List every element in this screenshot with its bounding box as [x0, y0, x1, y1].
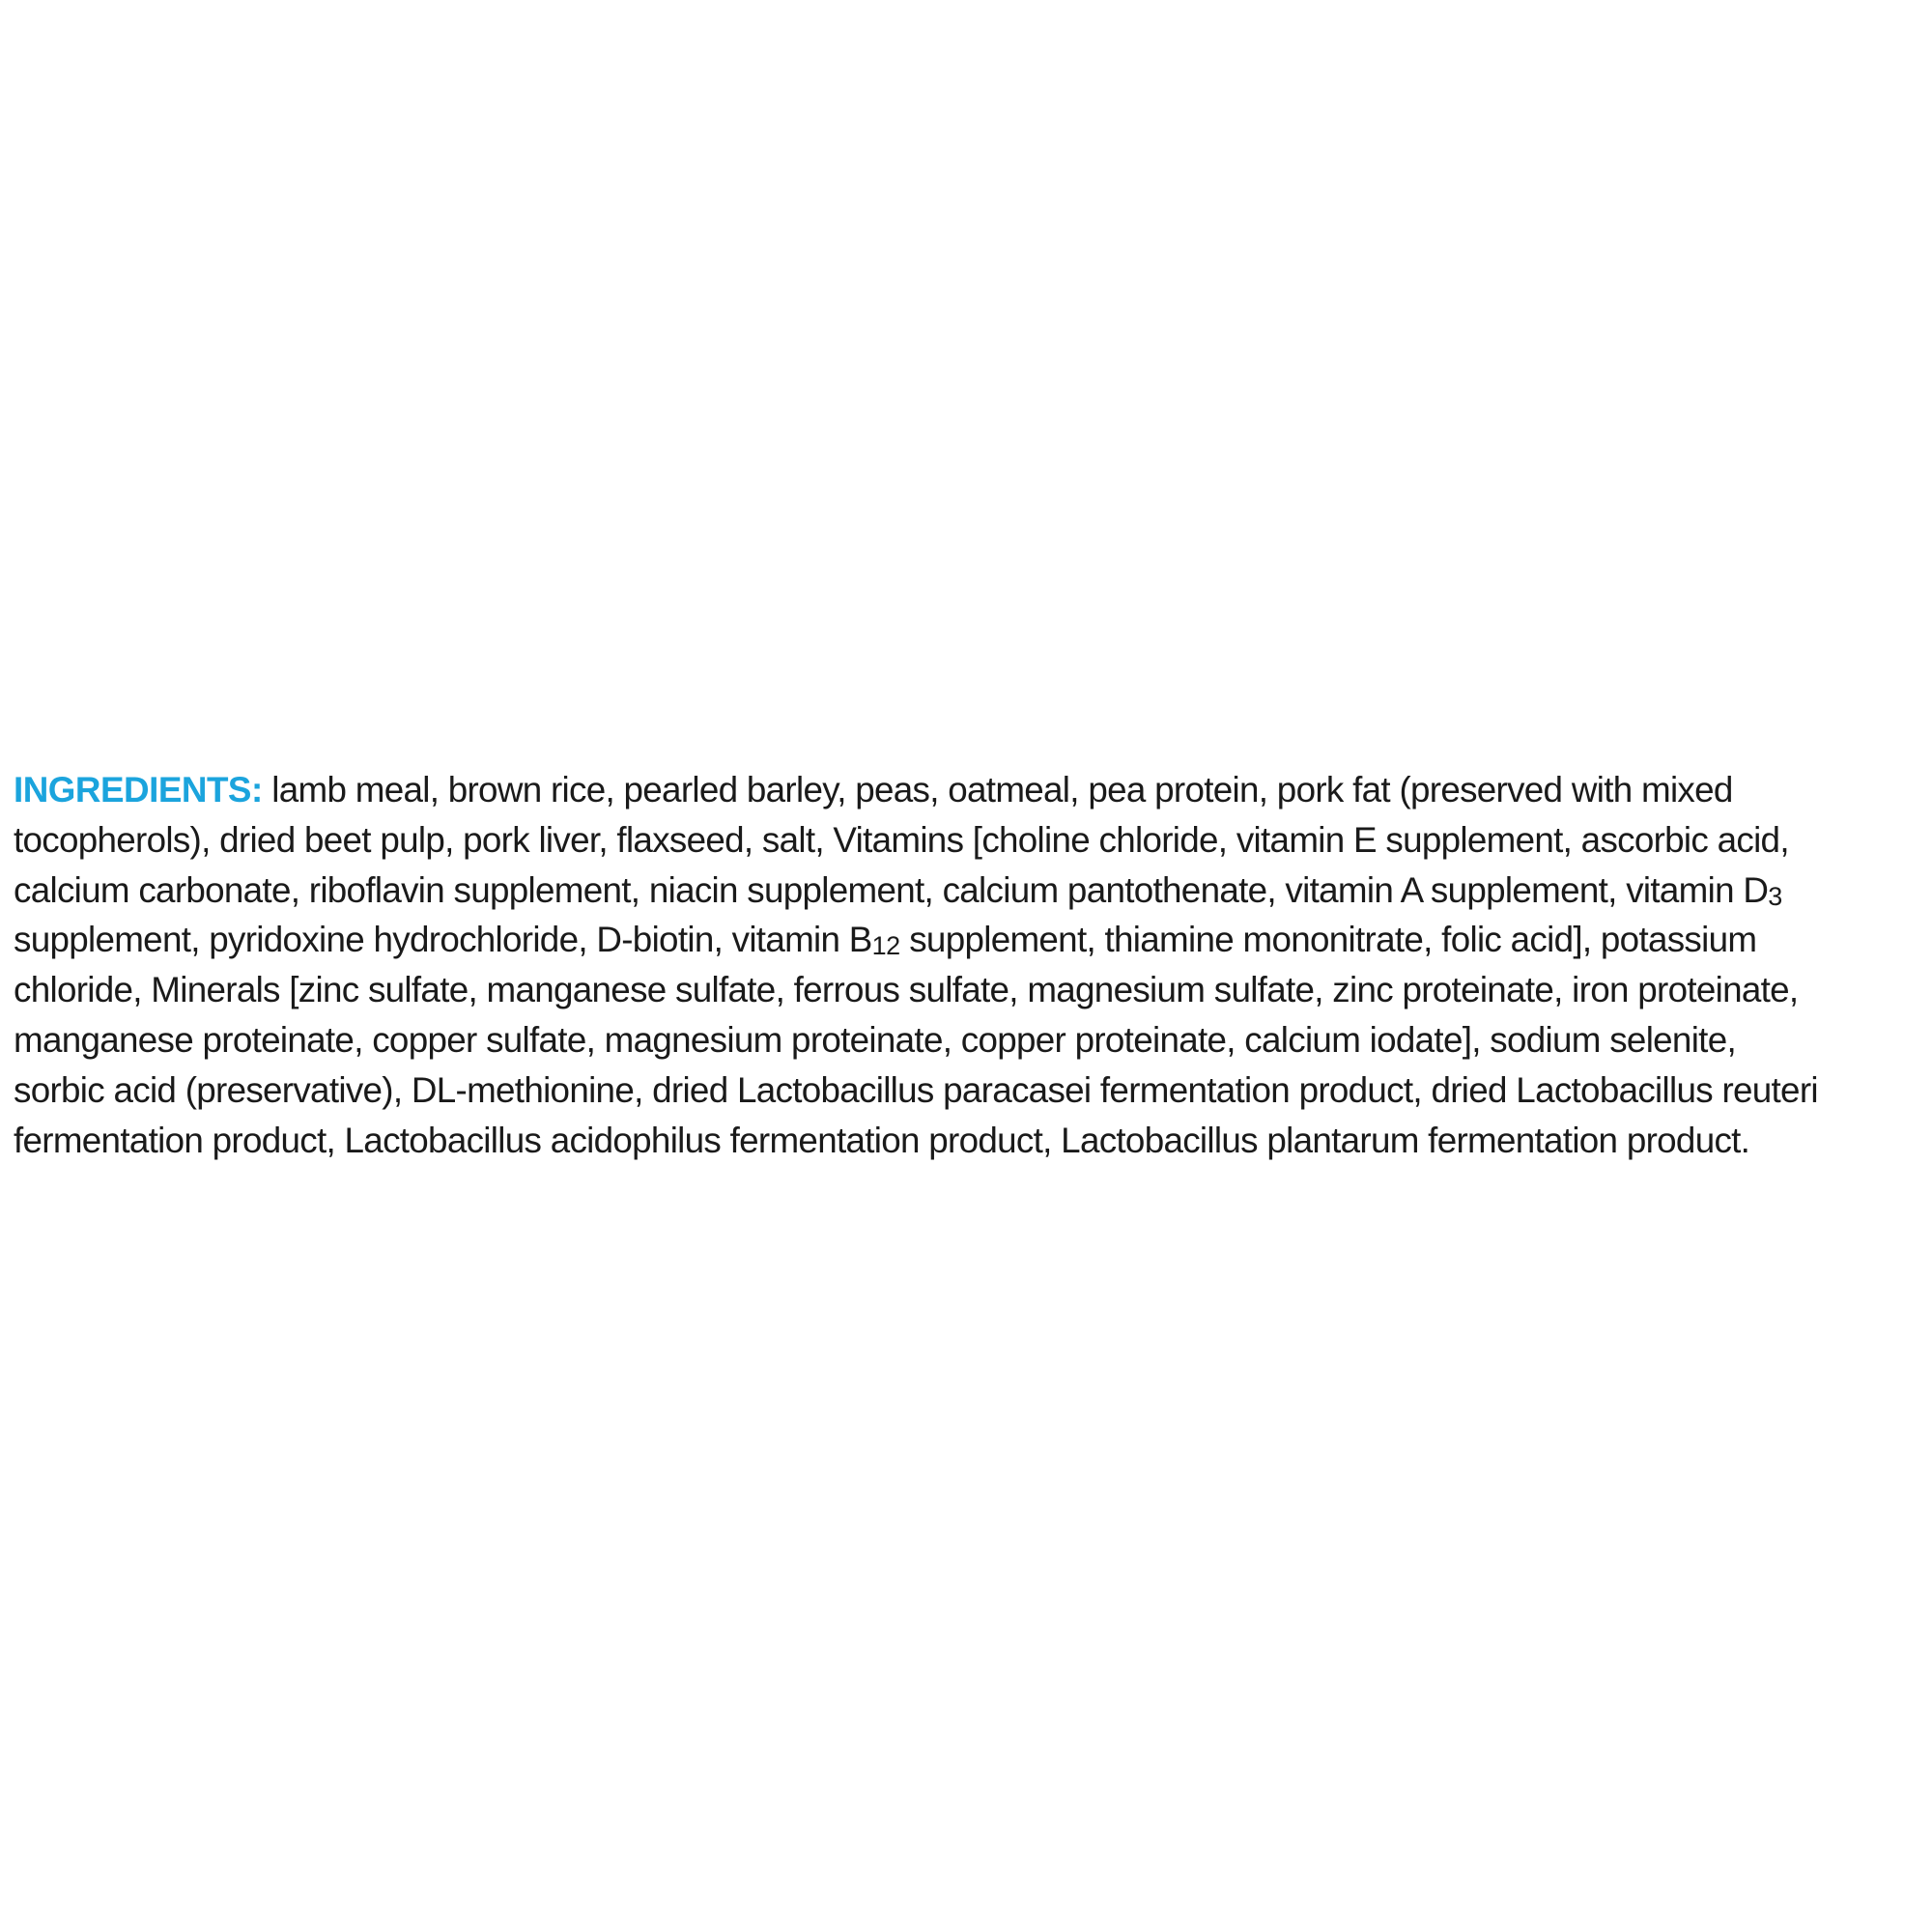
ingredients-text: chloride, Minerals [zinc sulfate, manganese sulfate, ferrous sulfate, magnesium sulfate, zinc proteinate, iron proteinate,	[14, 970, 1799, 1010]
ingredients-text: manganese proteinate, copper sulfate, magnesium proteinate, copper proteinate, calcium iodate], sodium selenite,	[14, 1019, 1736, 1060]
ingredients-text: tocopherols), dried beet pulp, pork liver, flaxseed, salt, Vitamins [choline chloride, vitamin E supplement, ascorbic acid,	[14, 819, 1789, 860]
vitamin-d-subscript: 3	[1768, 881, 1782, 911]
ingredients-line-8	[14, 1116, 1932, 1166]
ingredients-text: supplement, thiamine mononitrate, folic acid], potassium	[899, 920, 1757, 960]
ingredients-line-4	[14, 915, 1932, 965]
ingredients-text: sorbic acid (preservative), DL-methionine, dried Lactobacillus paracasei fermentation product, dried Lactobacillus reuteri	[14, 1069, 1818, 1110]
ingredients-text: supplement, pyridoxine hydrochloride, D-biotin, vitamin B	[14, 920, 872, 960]
vitamin-b-subscript: 12	[871, 931, 900, 961]
ingredients-line-1	[14, 765, 1932, 815]
ingredients-line-5	[14, 965, 1932, 1015]
ingredients-line-6	[14, 1015, 1932, 1065]
ingredients-heading: INGREDIENTS:	[14, 770, 263, 810]
ingredients-text: fermentation product, Lactobacillus acidophilus fermentation product, Lactobacillus plantarum fermentation product.	[14, 1120, 1750, 1160]
ingredients-line-7	[14, 1065, 1932, 1116]
ingredients-line-2	[14, 815, 1932, 866]
ingredients-block	[14, 765, 1932, 1165]
ingredients-text: calcium carbonate, riboflavin supplement, niacin supplement, calcium pantothenate, vitamin A supplement, vitamin D	[14, 869, 1769, 910]
ingredients-line-3	[14, 866, 1932, 916]
ingredients-text: lamb meal, brown rice, pearled barley, peas, oatmeal, pea protein, pork fat (preserved with mixed	[262, 770, 1733, 810]
